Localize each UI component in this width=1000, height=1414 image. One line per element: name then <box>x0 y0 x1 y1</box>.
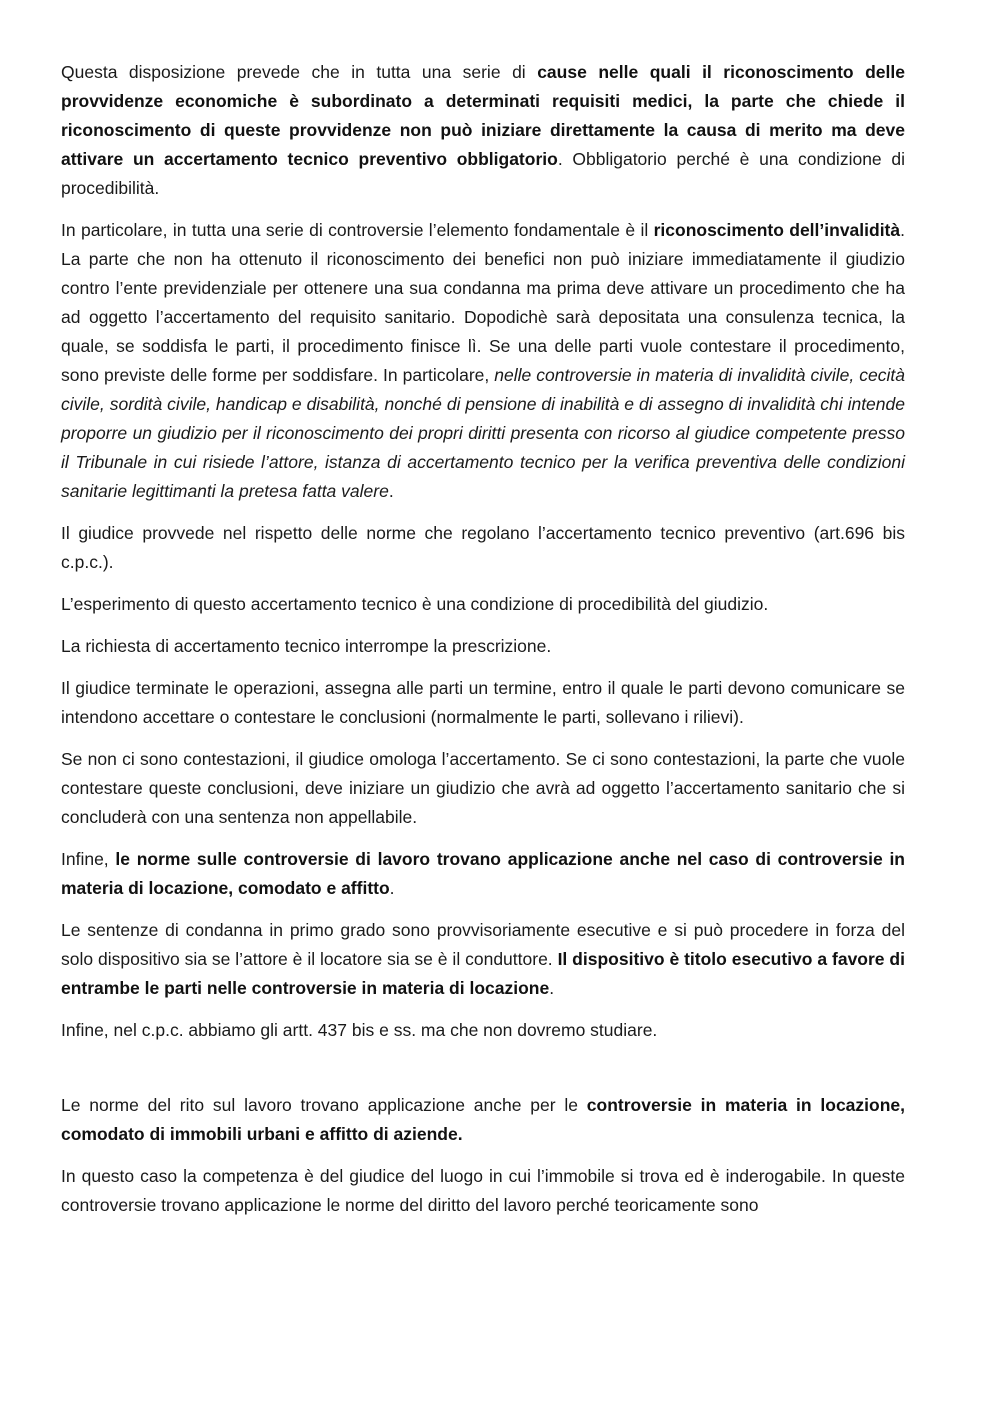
paragraph <box>61 519 905 577</box>
text-run: . <box>388 481 394 501</box>
text-run: La richiesta di accertamento tecnico interrompe la prescrizione. <box>61 636 552 656</box>
italic-text: nelle controversie in materia di invalidità civile, cecità civile, sordità civile, handicap e disabilità, nonché di pensione di inabilità e di assegno di invalidità chi intende proporre un giudizio per il riconoscimento dei propri diritti presenta con ricorso al giudice competente presso il Tribunale in cui risiede l’attore, istanza di accertamento tecnico per la verifica preventiva delle condizioni sanitarie legittimanti la pretesa fatta valere <box>61 365 905 501</box>
paragraph <box>61 674 905 732</box>
paragraph <box>61 1091 905 1149</box>
text-run: In questo caso la competenza è del giudice del luogo in cui l’immobile si trova ed è inderogabile. In queste controversie trovano applicazione le norme del diritto del lavoro perché teoricamente sono <box>61 1166 905 1215</box>
text-run: Questa disposizione prevede che in tutta una serie di <box>61 62 538 82</box>
paragraph <box>61 632 905 661</box>
bold-text: riconoscimento dell’invalidità <box>653 220 901 240</box>
paragraph <box>61 1016 905 1045</box>
bold-text: Il dispositivo è titolo esecutivo a favore di entrambe le parti nelle controversie in materia di locazione <box>61 949 905 998</box>
text-run: Se non ci sono contestazioni, il giudice omologa l’accertamento. Se ci sono contestazioni, la parte che vuole contestare queste conclusioni, deve iniziare un giudizio che avrà ad oggetto l’accertamento sanitario che si concluderà con una sentenza non appellabile. <box>61 749 905 827</box>
paragraph <box>61 216 905 506</box>
text-run: . La parte che non ha ottenuto il riconoscimento dei benefici non può iniziare immediatamente il giudizio contro l’ente previdenziale per ottenere una sua condanna ma prima deve attivare un procedimento che ha ad oggetto l’accertamento del requisito sanitario. Dopodichè sarà depositata una consulenza tecnica, la quale, se soddisfa le parti, il procedimento finisce lì. Se una delle parti vuole contestare il procedimento, sono previste delle forme per soddisfare. In particolare, <box>61 220 905 385</box>
bold-text: controversie in materia in locazione, comodato di immobili urbani e affitto di aziende. <box>61 1095 905 1144</box>
text-run: . <box>549 978 555 998</box>
text-run: Infine, <box>61 849 116 869</box>
text-run: Le sentenze di condanna in primo grado sono provvisoriamente esecutive e si può procedere in forza del solo dispositivo sia se l’attore è il locatore sia se è il conduttore. <box>61 920 905 969</box>
paragraph <box>61 58 905 203</box>
text-run: . <box>389 878 395 898</box>
bold-text: cause nelle quali il riconoscimento delle provvidenze economiche è subordinato a determinati requisiti medici, la parte che chiede il riconoscimento di queste provvidenze non può iniziare direttamente la causa di merito ma deve attivare un accertamento tecnico preventivo obbligatorio <box>61 62 905 169</box>
paragraph <box>61 916 905 1003</box>
text-run: Il giudice provvede nel rispetto delle norme che regolano l’accertamento tecnico preventivo (art.696 bis c.p.c.). <box>61 523 905 572</box>
text-run: L’esperimento di questo accertamento tecnico è una condizione di procedibilità del giudizio. <box>61 594 769 614</box>
paragraph <box>61 845 905 903</box>
paragraph <box>61 590 905 619</box>
text-run: . Obbligatorio perché è una condizione di procedibilità. <box>61 149 905 198</box>
text-run: Le norme del rito sul lavoro trovano applicazione anche per le <box>61 1095 587 1115</box>
text-run: Infine, nel c.p.c. abbiamo gli artt. 437 bis e ss. ma che non dovremo studiare. <box>61 1020 658 1040</box>
document-page <box>61 58 905 1233</box>
bold-text: le norme sulle controversie di lavoro trovano applicazione anche nel caso di controversie in materia di locazione, comodato e affitto <box>61 849 905 898</box>
paragraph <box>61 1162 905 1220</box>
text-run: In particolare, in tutta una serie di controversie l’elemento fondamentale è il <box>61 220 654 240</box>
text-run: Il giudice terminate le operazioni, assegna alle parti un termine, entro il quale le parti devono comunicare se intendono accettare o contestare le conclusioni (normalmente le parti, sollevano i rilievi). <box>61 678 905 727</box>
paragraph <box>61 745 905 832</box>
